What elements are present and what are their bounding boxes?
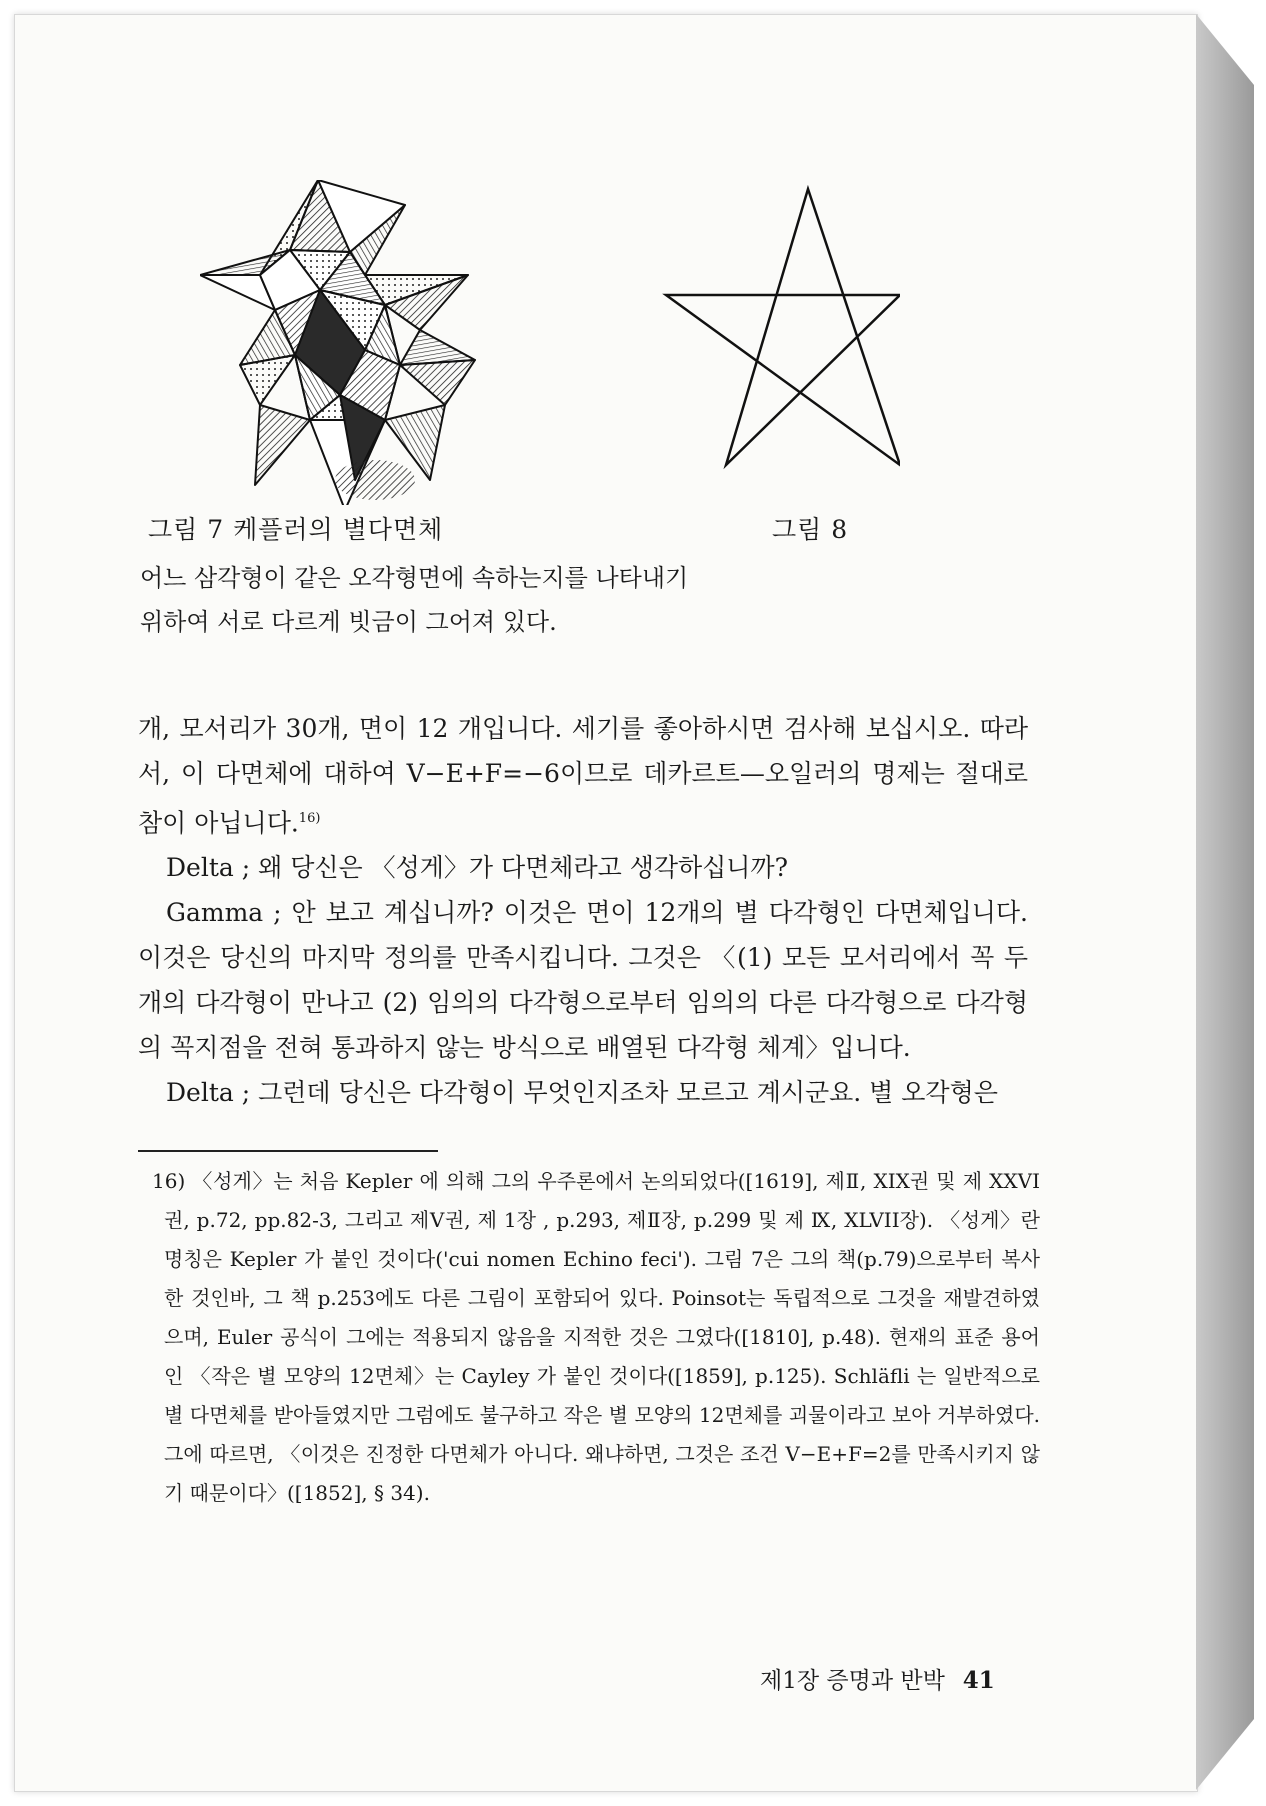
- footnote-16: 16) 〈성게〉는 처음 Kepler 에 의해 그의 우주론에서 논의되었다([1619], 제Ⅱ, XIX권 및 제 XXVI권, p.72, pp.82-3, 그리고 제Ⅴ권, 제 1장 , p.293, 제Ⅱ장, p.299 및 제 Ⅸ, XLVII장). 〈성게〉란 명칭은 Kepler 가 붙인 것이다('cui nomen Echino feci'). 그림 7은 그의 책(p.79)으로부터 복사한 것인바, 그 책 p.253에도 다른 그림이 포함되어 있다. Poinsot는 독립적으로 그것을 재발견하였으며, Euler 공식이 그에는 적용되지 않음을 지적한 것은 그였다([1810], p.48). 현재의 표준 용어인 〈작은 별 모양의 12면체〉는 Cayley 가 붙인 것이다([1859], p.125). Schläfli 는 일반적으로 별 다면체를 받아들였지만 그럼에도 불구하고 작은 별 모양의 12면체를 괴물이라고 보아 거부하였다. 그에 따르면, 〈이것은 진정한 다면체가 아니다. 왜냐하면, 그것은 조건 V−E+F=2를 만족시키지 않기 때문이다〉([1852], § 34).: [152, 1169, 1040, 1505]
- running-chapter-title: 제1장 증명과 반박: [760, 1668, 945, 1694]
- footnote-ref: 16): [298, 811, 321, 826]
- page-edge: [1196, 14, 1254, 1790]
- page-footer: [760, 1662, 995, 1695]
- figure-7-description: 어느 삼각형이 같은 오각형면에 속하는지를 나타내기 위하여 서로 다르게 빗금이 그어져 있다.: [140, 564, 689, 636]
- main-text: [138, 706, 1028, 1115]
- paragraph-4: Delta ; 그런데 당신은 다각형이 무엇인지조차 모르고 계시군요. 별 오각형은: [166, 1078, 998, 1108]
- figure-8-caption: 그림 8: [772, 515, 849, 544]
- page-number: 41: [962, 1667, 995, 1694]
- figure-8-pentagram: [660, 185, 900, 470]
- paragraph-2: Delta ; 왜 당신은 〈성게〉가 다면체라고 생각하십니까?: [166, 853, 788, 883]
- paragraph-3: Gamma ; 안 보고 계십니까? 이것은 면이 12개의 별 다각형인 다면체입니다. 이것은 당신의 마지막 정의를 만족시킵니다. 그것은 〈(1) 모든 모서리에서 꼭 두 개의 다각형이 만나고 (2) 임의의 다각형으로부터 임의의 다른 다각형으로 다각형의 꼭지점을 전혀 통과하지 않는 방식으로 배열된 다각형 체계〉입니다.: [138, 898, 1028, 1063]
- footnote-rule: [138, 1150, 438, 1152]
- paragraph-1: 개, 모서리가 30개, 면이 12 개입니다. 세기를 좋아하시면 검사해 보십시오. 따라서, 이 다면체에 대하여 V−E+F=−6이므로 데카르트—오일러의 명제는 절대로 참이 아닙니다.$^{16)}$: [138, 714, 1028, 838]
- figure-7-caption: 그림 7 케플러의 별다면체: [148, 515, 444, 544]
- figure-7-stellated-dodecahedron: [200, 180, 485, 505]
